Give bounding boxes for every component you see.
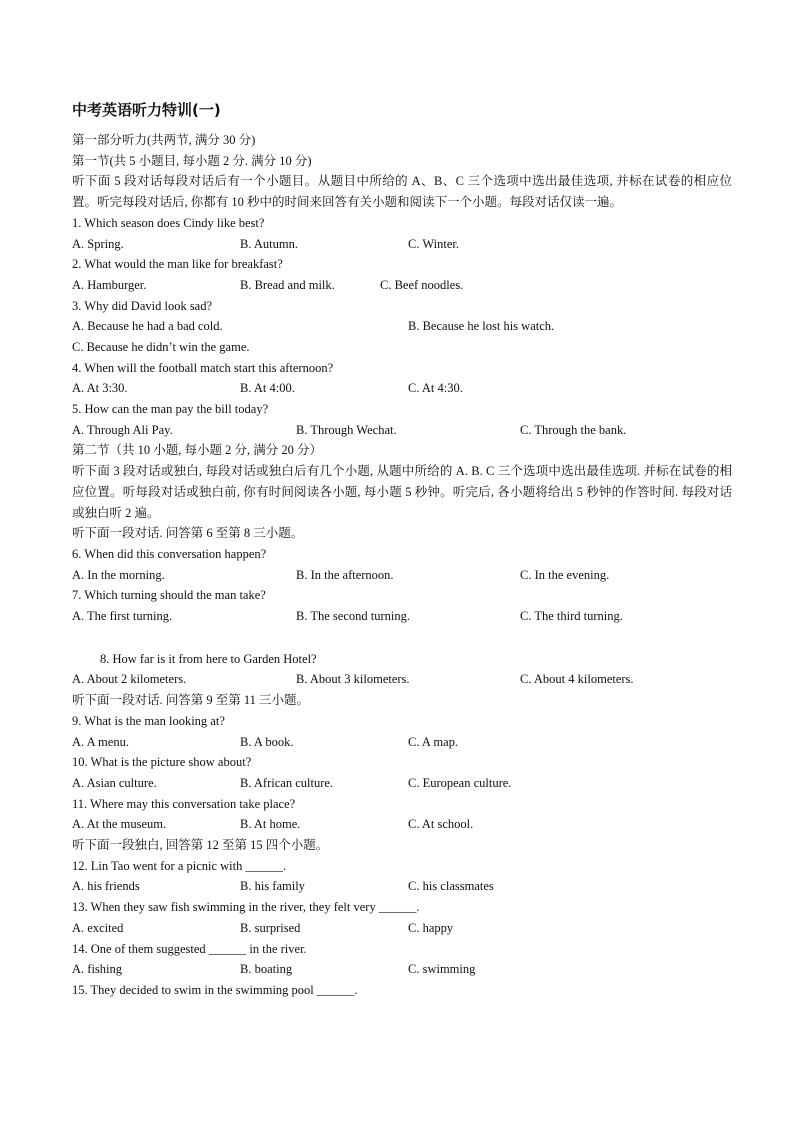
section-instructions: 听下面 3 段对话或独白, 每段对话或独白后有几个小题, 从题中所给的 A. B. C 三个选项中选出最佳选项. 并标在试卷的相应位置。听每段对话或独白前, 你有时间阅读各小题, 每小题 5 秒钟。听完后, 各小题将给出 5 秒钟的作答时间. 每段对话或独白听 2 遍。 bbox=[72, 464, 732, 520]
option-a[interactable]: A. Through Ali Pay. bbox=[72, 422, 173, 437]
question-1: 1. Which season does Cindy like best? bbox=[72, 215, 265, 230]
option-a[interactable]: A. A menu. bbox=[72, 734, 129, 749]
option-b[interactable]: B. In the afternoon. bbox=[296, 567, 394, 582]
option-a[interactable]: A. Hamburger. bbox=[72, 277, 147, 292]
question-12: 12. Lin Tao went for a picnic with ______. bbox=[72, 858, 287, 873]
option-a[interactable]: A. At the museum. bbox=[72, 817, 167, 832]
option-a[interactable]: A. At 3:30. bbox=[72, 381, 128, 396]
question-8: 8. How far is it from here to Garden Hotel? bbox=[100, 651, 317, 666]
option-b[interactable]: B. African culture. bbox=[240, 775, 334, 790]
question-13: 13. When they saw fish swimming in the river, they felt very ______. bbox=[72, 900, 420, 915]
spacer bbox=[72, 627, 732, 649]
option-c[interactable]: C. At school. bbox=[408, 817, 474, 832]
option-c[interactable]: C. his classmates bbox=[408, 879, 494, 894]
option-b[interactable]: B. his family bbox=[240, 879, 305, 894]
option-c[interactable]: C. Because he didn’t win the game. bbox=[72, 339, 250, 354]
question-9: 9. What is the man looking at? bbox=[72, 713, 225, 728]
options-row bbox=[72, 606, 732, 627]
options-row bbox=[72, 876, 732, 897]
section-instructions: 听下面 5 段对话每段对话后有一个小题目。从题目中所给的 A、B、C 三个选项中选出最佳选项, 并标在试卷的相应位置。听完每段对话后, 你都有 10 秒中的时间来回答有关小题和阅读下一个小题。每段对话仅读一遍。 bbox=[72, 174, 732, 210]
page-title: 中考英语听力特训(一) bbox=[72, 101, 221, 119]
option-b[interactable]: B. At 4:00. bbox=[240, 381, 295, 396]
option-c[interactable]: C. swimming bbox=[408, 962, 476, 977]
question-2: 2. What would the man like for breakfast? bbox=[72, 257, 283, 272]
part-heading: 第一部分听力(共两节, 满分 30 分) bbox=[72, 133, 256, 147]
options-row bbox=[72, 773, 732, 794]
question-11: 11. Where may this conversation take place? bbox=[72, 796, 296, 811]
options-row bbox=[72, 337, 732, 358]
option-c[interactable]: C. A map. bbox=[408, 734, 459, 749]
section-heading: 第二节（共 10 小题, 每小题 2 分, 满分 20 分） bbox=[72, 443, 323, 458]
option-b[interactable]: B. Bread and milk. bbox=[240, 277, 335, 292]
option-b[interactable]: B. At home. bbox=[240, 817, 301, 832]
option-c[interactable]: C. Beef noodles. bbox=[380, 277, 464, 292]
question-6: 6. When did this conversation happen? bbox=[72, 546, 267, 561]
option-b[interactable]: B. About 3 kilometers. bbox=[296, 672, 410, 687]
option-c[interactable]: C. Winter. bbox=[408, 236, 460, 251]
options-row bbox=[72, 959, 732, 980]
passage-lead: 听下面一段对话. 问答第 6 至第 8 三小题。 bbox=[72, 526, 304, 541]
option-b[interactable]: B. Because he lost his watch. bbox=[408, 319, 555, 334]
options-row bbox=[72, 669, 732, 690]
options-row bbox=[72, 378, 732, 399]
section-heading: 第一节(共 5 小题目, 每小题 2 分. 满分 10 分) bbox=[72, 153, 312, 168]
option-b[interactable]: B. surprised bbox=[240, 920, 301, 935]
option-a[interactable]: A. About 2 kilometers. bbox=[72, 672, 187, 687]
option-c[interactable]: C. At 4:30. bbox=[408, 381, 463, 396]
options-row bbox=[72, 234, 732, 255]
question-3: 3. Why did David look sad? bbox=[72, 298, 213, 313]
options-row bbox=[72, 420, 732, 441]
question-10: 10. What is the picture show about? bbox=[72, 755, 252, 770]
option-c[interactable]: C. The third turning. bbox=[520, 609, 623, 624]
options-row bbox=[72, 316, 732, 337]
option-b[interactable]: B. boating bbox=[240, 962, 293, 977]
option-b[interactable]: B. The second turning. bbox=[296, 609, 410, 624]
option-a[interactable]: A. Asian culture. bbox=[72, 775, 157, 790]
options-row bbox=[72, 275, 732, 296]
option-a[interactable]: A. his friends bbox=[72, 879, 140, 894]
options-row bbox=[72, 918, 732, 939]
option-a[interactable]: A. fishing bbox=[72, 962, 122, 977]
passage-lead: 听下面一段独白, 回答第 12 至第 15 四个小题。 bbox=[72, 838, 329, 853]
question-5: 5. How can the man pay the bill today? bbox=[72, 402, 269, 417]
option-b[interactable]: B. A book. bbox=[240, 734, 294, 749]
passage-lead: 听下面一段对话. 问答第 9 至第 11 三小题。 bbox=[72, 693, 310, 708]
exam-page bbox=[72, 100, 732, 1001]
question-7: 7. Which turning should the man take? bbox=[72, 588, 266, 603]
option-c[interactable]: C. European culture. bbox=[408, 775, 512, 790]
options-row bbox=[72, 814, 732, 835]
option-c[interactable]: C. In the evening. bbox=[520, 567, 610, 582]
option-b[interactable]: B. Autumn. bbox=[240, 236, 298, 251]
question-14: 14. One of them suggested ______ in the river. bbox=[72, 941, 307, 956]
option-c[interactable]: C. About 4 kilometers. bbox=[520, 672, 634, 687]
option-c[interactable]: C. Through the bank. bbox=[520, 422, 627, 437]
question-15: 15. They decided to swim in the swimming pool ______. bbox=[72, 982, 358, 997]
option-a[interactable]: A. The first turning. bbox=[72, 609, 173, 624]
option-a[interactable]: A. excited bbox=[72, 920, 124, 935]
option-b[interactable]: B. Through Wechat. bbox=[296, 422, 397, 437]
option-a[interactable]: A. Because he had a bad cold. bbox=[72, 319, 223, 334]
options-row bbox=[72, 732, 732, 753]
option-a[interactable]: A. Spring. bbox=[72, 236, 124, 251]
option-a[interactable]: A. In the morning. bbox=[72, 567, 165, 582]
options-row bbox=[72, 565, 732, 586]
option-c[interactable]: C. happy bbox=[408, 920, 454, 935]
question-4: 4. When will the football match start this afternoon? bbox=[72, 360, 334, 375]
